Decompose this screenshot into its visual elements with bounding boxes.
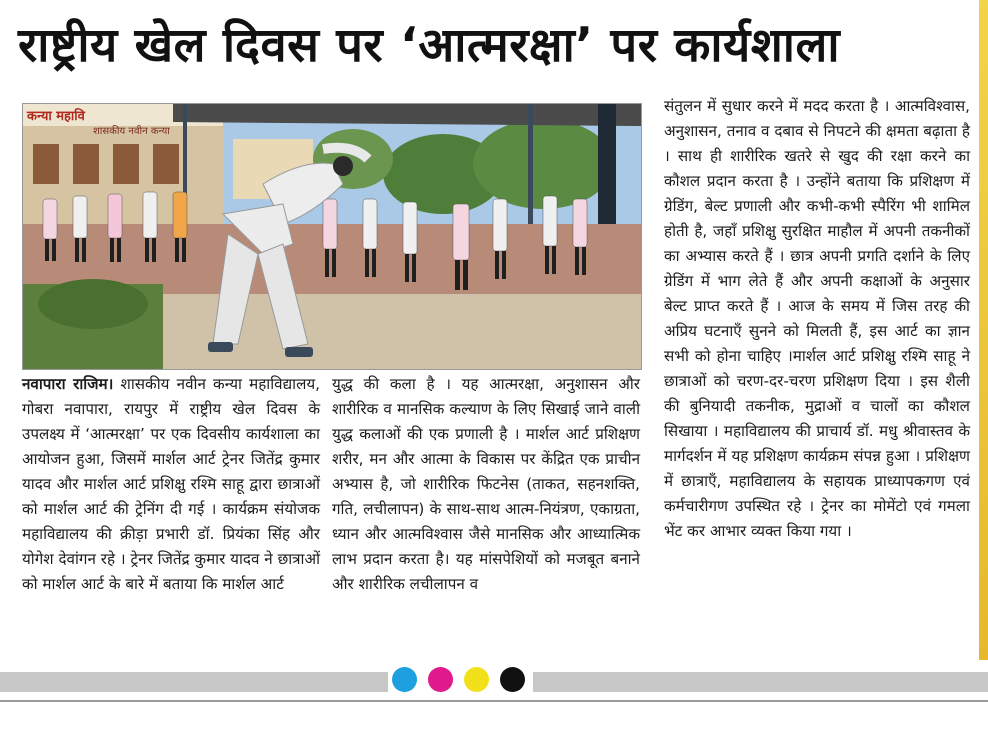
column-1-text: शासकीय नवीन कन्या महाविद्यालय, गोबरा नवापारा, रायपुर में राष्ट्रीय खेल दिवस के उपलक्ष्य में ‘आत्मरक्षा’ पर एक दिवसीय कार्यशाला का आयोजन हुआ, जिसमें मार्शल आर्ट ट्रेनर जितेंद्र कुमार यादव और मार्शल आर्ट प्रशिक्षु रश्मि साहू द्वारा छात्राओं को मार्शल आर्ट की ट्रेनिंग दी गई । कार्यक्रम संयोजक महाविद्यालय की क्रीड़ा प्रभारी डॉ. प्रियंका सिंह और योगेश देवांगन रहे । ट्रेनर जितेंद्र कुमार यादव ने छात्राओं को मार्शल आर्ट के बारे में बताया कि मार्शल आर्ट: [22, 375, 321, 593]
building-sign-text: कन्या महावि: [27, 109, 85, 124]
building-sign-text-2: शासकीय नवीन कन्या: [93, 126, 170, 137]
page-edge-strip: [979, 0, 988, 660]
article-column-3: [664, 94, 970, 544]
bottom-rule: [0, 700, 988, 702]
headline: राष्ट्रीय खेल दिवस पर ‘आत्मरक्षा’ पर कार्यशाला: [18, 18, 840, 73]
article-column-2: [332, 372, 640, 597]
column-2-text: युद्ध की कला है । यह आत्मरक्षा, अनुशासन और शारीरिक व मानसिक कल्याण के लिए सिखाई जाने वाली युद्ध कलाओं की एक प्रणाली है । मार्शल आर्ट प्रशिक्षण शरीर, मन और आत्मा के विकास पर केंद्रित एक प्राचीन अभ्यास है, जो शारीरिक फिटनेस (ताकत, सहनशक्ति, गति, लचीलापन) के साथ-साथ आत्म-नियंत्रण, एकाग्रता, ध्यान और आत्मविश्वास जैसे मानसिक और आध्यात्मिक लाभ प्रदान करता है। यह मांसपेशियों को मजबूत बनाने और शारीरिक लचीलापन व: [332, 375, 640, 593]
article-photo: [22, 103, 642, 370]
cyan-registration-dot: [392, 667, 417, 692]
yellow-registration-dot: [464, 667, 489, 692]
column-3-text: संतुलन में सुधार करने में मदद करता है । आत्मविश्वास, अनुशासन, तनाव व दबाव से निपटने की क्षमता बढ़ाता है । साथ ही शारीरिक खतरे से खुद की रक्षा करने का कौशल प्रदान करता है । उन्होंने बताया कि प्रशिक्षण में ग्रेडिंग, बेल्ट प्रणाली और कभी-कभी स्पैरिंग भी शामिल होती है, जहाँ प्रशिक्षु सुरक्षित माहौल में अपनी तकनीकों का अभ्यास करते हैं । छात्र अपनी प्रगति दर्शाने के लिए ग्रेडिंग में भाग लेते हैं और अपनी कक्षाओं के अनुसार बेल्ट प्राप्त करते हैं । आज के समय में जिस तरह की अप्रिय घटनाएँ सुनने को मिलती हैं, इस आर्ट का ज्ञान सभी को होना चाहिए ।मार्शल आर्ट प्रशिक्षु रश्मि साहू ने छात्राओं को चरण-दर-चरण प्रशिक्षण दिया । इस शैली की बुनियादी तकनीक, मुद्राओं व चालों का कौशल सिखाया । महाविद्यालय की प्राचार्य डॉ. मधु श्रीवास्तव के मार्गदर्शन में यह प्रशिक्षण कार्यक्रम संपन्न हुआ । प्रशिक्षण में छात्राएँ, महाविद्यालय के सहायक प्राध्यापकगण एवं कर्मचारीगण उपस्थित रहे । ट्रेनर का मोमेंटो एवं गमला भेंट कर आभार व्यक्त किया गया ।: [664, 97, 970, 540]
dateline: नवापारा राजिम।: [22, 375, 114, 393]
article-column-1: [22, 372, 320, 597]
black-registration-dot: [500, 667, 525, 692]
registration-marks: [392, 667, 525, 693]
magenta-registration-dot: [428, 667, 453, 692]
